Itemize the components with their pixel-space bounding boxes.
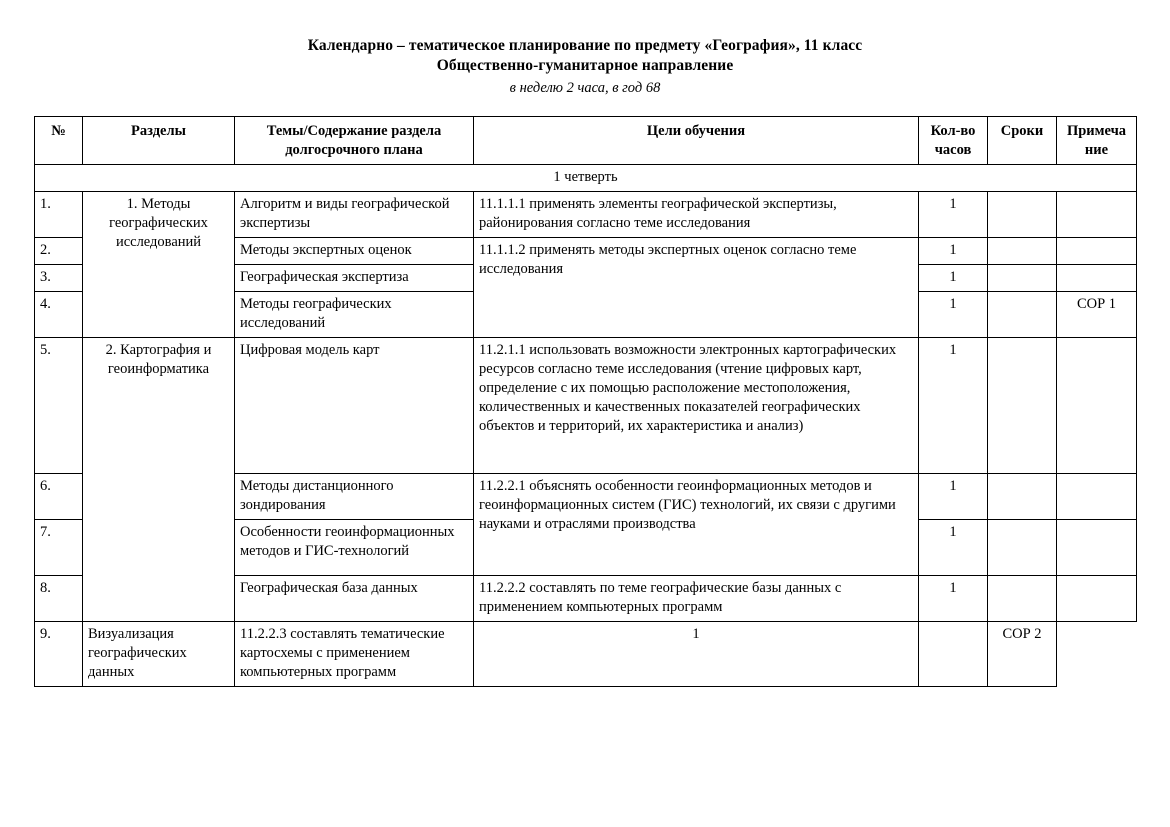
page-title: Календарно – тематическое планирование по предмету «География», 11 класс xyxy=(307,37,863,54)
table-header-row xyxy=(35,117,1137,165)
row-dates xyxy=(988,576,1057,622)
row-notes xyxy=(1057,338,1137,474)
quarter-banner: 1 четверть xyxy=(35,165,1137,192)
page-subtitle-direction: Общественно-гуманитарное направление xyxy=(436,57,734,74)
document-heading xyxy=(0,0,1170,98)
row-hours: 1 xyxy=(919,338,988,474)
row-goal: 11.2.2.2 составлять по теме географические базы данных с применением компьютерных программ xyxy=(474,576,919,622)
row-number: 7. xyxy=(35,520,83,576)
row-goal: 11.1.1.1 применять элементы географической экспертизы, районирования согласно теме исследования xyxy=(474,192,919,238)
row-dates xyxy=(988,292,1057,338)
column-header-themes-line2: долгосрочного плана xyxy=(285,142,423,158)
column-header-themes-line1: Темы/Содержание раздела xyxy=(266,123,442,139)
row-hours: 1 xyxy=(919,192,988,238)
row-theme: Географическая экспертиза xyxy=(235,265,474,292)
row-notes xyxy=(1057,474,1137,520)
row-dates xyxy=(988,238,1057,265)
row-hours: 1 xyxy=(474,622,919,687)
column-header-goals: Цели обучения xyxy=(474,117,919,165)
row-dates xyxy=(988,338,1057,474)
row-notes-sor: СОР 1 xyxy=(1057,292,1137,338)
row-theme: Алгоритм и виды географической экспертизы xyxy=(235,192,474,238)
column-header-dates: Сроки xyxy=(988,117,1057,165)
row-theme: Методы дистанционного зондирования xyxy=(235,474,474,520)
table-row xyxy=(35,338,1137,474)
row-number: 9. xyxy=(35,622,83,687)
row-notes xyxy=(1057,265,1137,292)
column-header-notes xyxy=(1057,117,1137,165)
row-dates xyxy=(988,265,1057,292)
row-hours: 1 xyxy=(919,265,988,292)
row-number: 6. xyxy=(35,474,83,520)
row-dates xyxy=(988,520,1057,576)
row-number: 1. xyxy=(35,192,83,238)
row-dates xyxy=(919,622,988,687)
row-notes xyxy=(1057,192,1137,238)
row-number: 3. xyxy=(35,265,83,292)
column-header-hours-line1: Кол-во xyxy=(930,123,976,139)
column-header-sections: Разделы xyxy=(83,117,235,165)
row-notes xyxy=(1057,576,1137,622)
row-theme: Методы экспертных оценок xyxy=(235,238,474,265)
column-header-hours xyxy=(919,117,988,165)
row-notes xyxy=(1057,238,1137,265)
page-subtitle-hours: в неделю 2 часа, в год 68 xyxy=(509,80,661,96)
row-notes-sor: СОР 2 xyxy=(988,622,1057,687)
section-title-1: 1. Методы географических исследований xyxy=(83,192,235,338)
table-row xyxy=(35,622,1137,687)
column-header-hours-line2: часов xyxy=(934,142,972,158)
row-dates xyxy=(988,474,1057,520)
row-number: 8. xyxy=(35,576,83,622)
row-goal: 11.2.2.3 составлять тематические картосхемы с применением компьютерных программ xyxy=(235,622,474,687)
row-theme: Особенности геоинформационных методов и ГИС-технологий xyxy=(235,520,474,576)
quarter-banner-row xyxy=(35,165,1137,192)
row-hours: 1 xyxy=(919,238,988,265)
row-theme: Визуализация географических данных xyxy=(83,622,235,687)
column-header-number: № xyxy=(35,117,83,165)
section-title-2: 2. Картография и геоинформатика xyxy=(83,338,235,622)
row-theme: Цифровая модель карт xyxy=(235,338,474,474)
column-header-notes-line2: ние xyxy=(1084,142,1109,158)
row-hours: 1 xyxy=(919,292,988,338)
row-number: 2. xyxy=(35,238,83,265)
row-number: 5. xyxy=(35,338,83,474)
planning-table-wrapper xyxy=(34,116,1136,687)
row-dates xyxy=(988,192,1057,238)
row-goal: 11.1.1.2 применять методы экспертных оценок согласно теме исследования xyxy=(474,238,919,338)
row-hours: 1 xyxy=(919,576,988,622)
row-theme: Методы географических исследований xyxy=(235,292,474,338)
column-header-themes xyxy=(235,117,474,165)
row-goal: 11.2.1.1 использовать возможности электронных картографических ресурсов согласно теме исследования (чтение цифровых карт, определение с их помощью расположение местоположения, количественных и качественных показателей географических объектов и территорий, их характеристика и анализ) xyxy=(474,338,919,474)
row-hours: 1 xyxy=(919,520,988,576)
row-number: 4. xyxy=(35,292,83,338)
row-goal: 11.2.2.1 объяснять особенности геоинформационных методов и геоинформационных систем (ГИС) технологий, их связи с другими науками и отраслями производства xyxy=(474,474,919,576)
row-notes xyxy=(1057,520,1137,576)
row-theme: Географическая база данных xyxy=(235,576,474,622)
row-hours: 1 xyxy=(919,474,988,520)
table-row xyxy=(35,192,1137,238)
column-header-notes-line1: Примеча xyxy=(1066,123,1127,139)
planning-table xyxy=(34,116,1137,687)
